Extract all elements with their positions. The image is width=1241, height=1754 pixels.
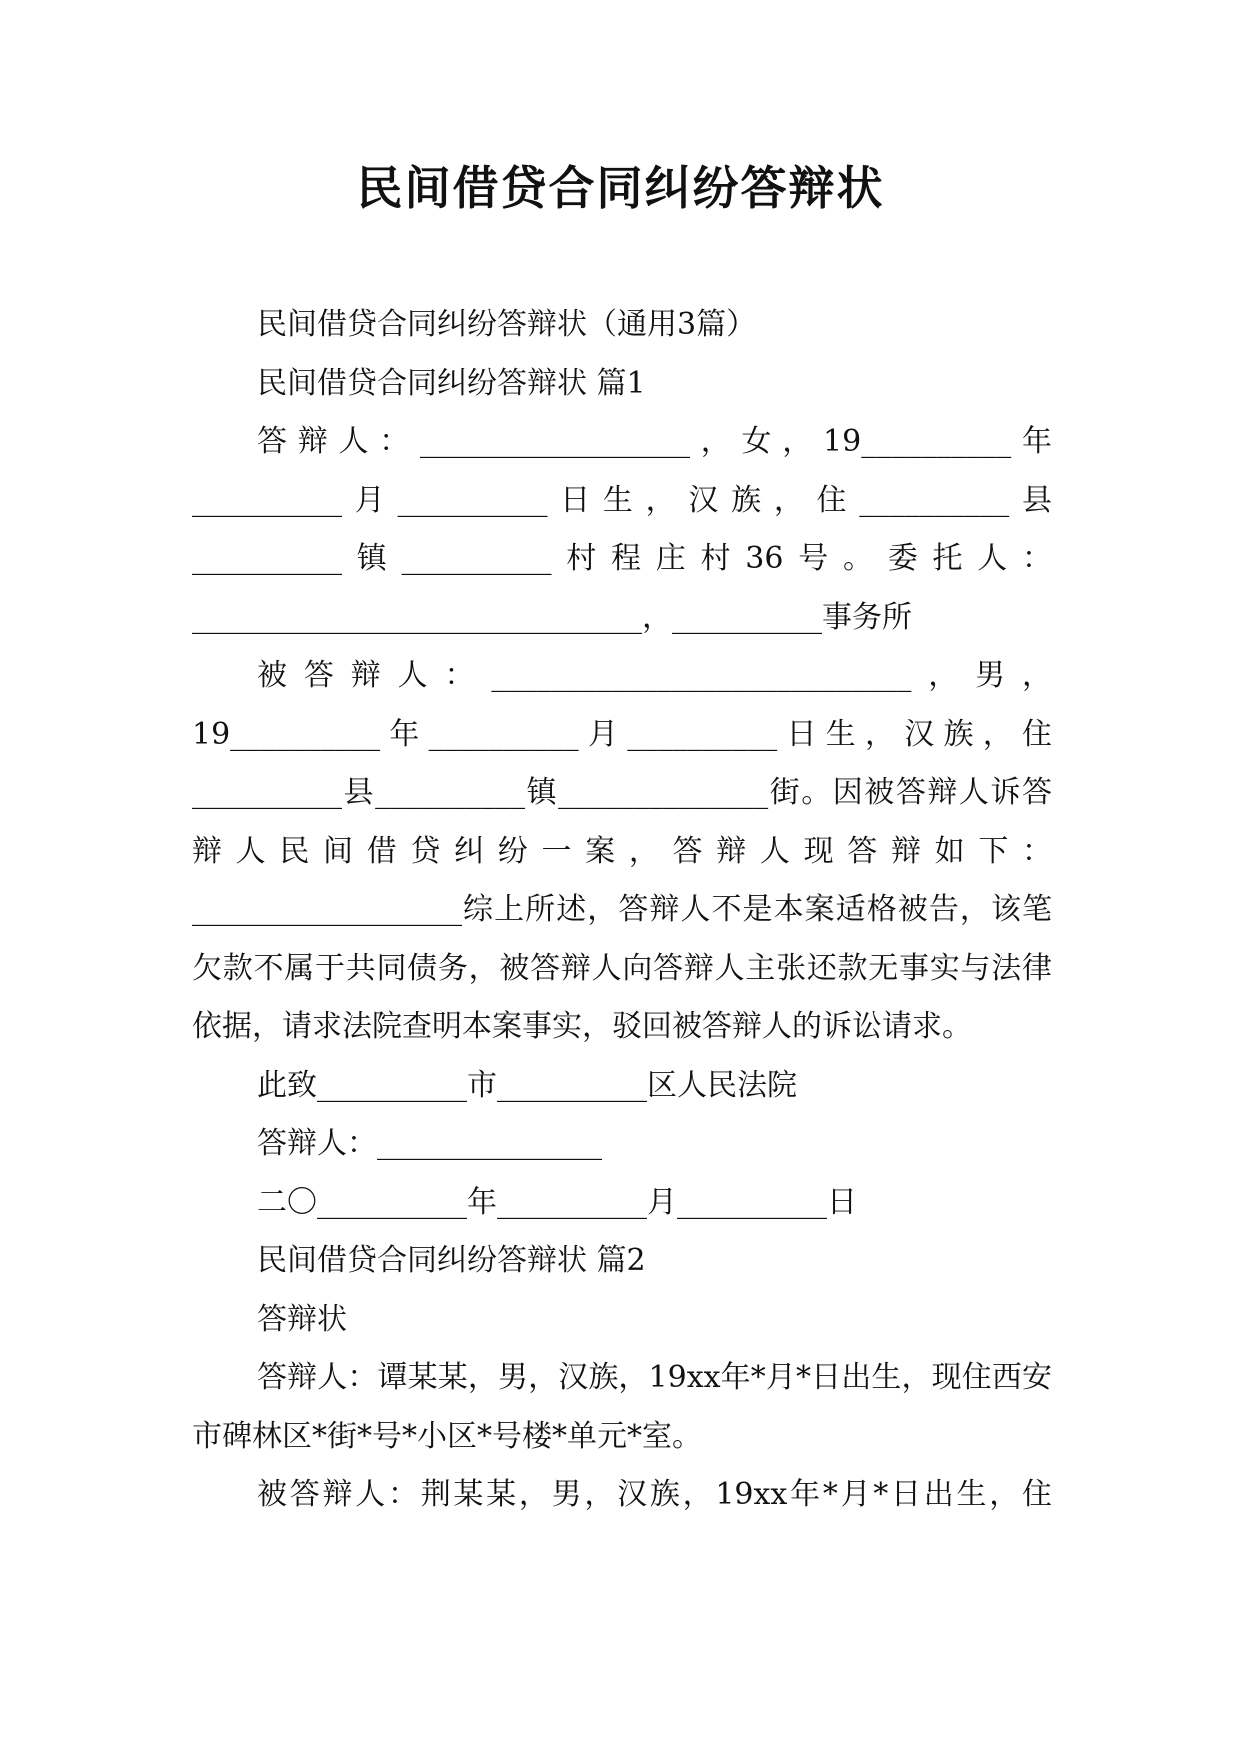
paragraph: 答辩人：__________________，女，19__________年__________月__________日生，汉族，住__________县__________镇__________村程庄村36号。委托人：______________________________，__________事务所 xyxy=(192,424,1052,635)
paragraph: 民间借贷合同纠纷答辩状（通用3篇） xyxy=(257,307,757,342)
paragraph: 民间借贷合同纠纷答辩状 篇1 xyxy=(257,365,646,401)
paragraph: 答辩人：_______________ xyxy=(257,1126,602,1161)
paragraph: 民间借贷合同纠纷答辩状 篇2 xyxy=(257,1243,646,1278)
document-body xyxy=(192,296,1052,1525)
paragraph: 被答辩人：____________________________，男，19__________年__________月__________日生，汉族，住__________县__________镇______________街。因被答辩人诉答辩人民间借贷纠纷一案，答辩人现答辩如下：__________________综上所述，答辩人不是本案适格被告，该笔欠款不属于共同债务，被答辩人向答辩人主张还款无事实与法律依据，请求法院查明本案事实，驳回被答辩人的诉讼请求。 xyxy=(192,658,1052,1044)
document-title: 民间借贷合同纠纷答辩状 xyxy=(356,161,885,215)
paragraph: 答辩人：谭某某，男，汉族，19xx年*月*日出生，现住西安市碑林区*街*号*小区*号楼*单元*室。 xyxy=(192,1360,1052,1454)
paragraph: 二〇__________年__________月__________日 xyxy=(257,1184,857,1220)
paragraph: 被答辩人：荆某某，男，汉族，19xx年*月*日出生，住 xyxy=(257,1477,1052,1512)
paragraph: 答辩状 xyxy=(257,1301,347,1337)
paragraph: 此致__________市__________区人民法院 xyxy=(257,1067,797,1103)
